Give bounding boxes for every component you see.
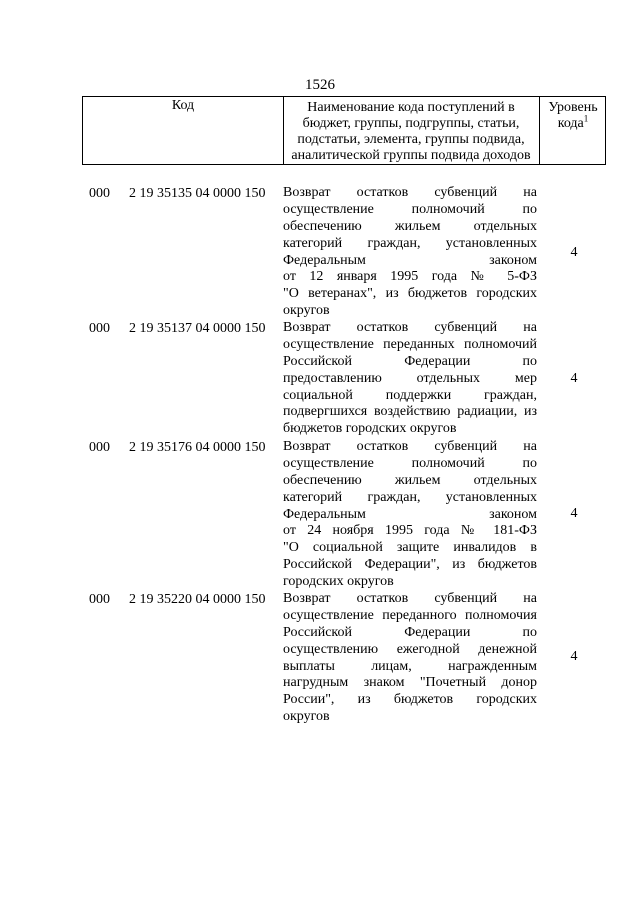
header-name-line: аналитической группы подвида доходов — [291, 148, 531, 163]
description-line: округов — [283, 303, 330, 319]
description-line: нагрудным знаком "Почетный донор — [283, 675, 537, 691]
description-line: обеспечению жильем отдельных — [283, 472, 537, 488]
row-code: 2 19 35176 04 0000 150 — [129, 440, 266, 455]
description-line: социальной поддержки граждан, — [283, 387, 537, 403]
description-line: осуществлению ежегодной денежной — [283, 641, 537, 657]
description-line: бюджетов городских округов — [283, 421, 457, 437]
row-code: 2 19 35137 04 0000 150 — [129, 321, 266, 336]
description-line: осуществление переданных полномочий — [283, 336, 537, 352]
description-line: обеспечению жильем отдельных — [283, 218, 537, 234]
description-line: категорий граждан, установленных — [283, 489, 537, 505]
row-number: 000 — [89, 440, 110, 455]
description-line: от 24 ноября 1995 года № 181-ФЗ — [283, 523, 537, 539]
table-header — [82, 96, 606, 165]
description-line: "О ветеранах", из бюджетов городских — [283, 286, 537, 302]
row-number: 000 — [89, 592, 110, 607]
description-line: Федеральным законом — [283, 506, 537, 522]
row-description — [283, 439, 537, 591]
description-line: подвергшихся воздействию радиации, из — [283, 404, 537, 420]
page-number: 1526 — [305, 77, 335, 93]
description-line: от 12 января 1995 года № 5-ФЗ — [283, 269, 537, 285]
header-level — [539, 100, 607, 132]
description-line: округов — [283, 709, 330, 725]
header-level-word: кода — [557, 116, 584, 131]
description-line: предоставлению отдельных мер — [283, 370, 537, 386]
header-code: Код — [171, 98, 195, 113]
row-level: 4 — [570, 649, 578, 664]
description-line: Федеральным законом — [283, 252, 537, 268]
header-name-line: бюджет, группы, подгруппы, статьи, — [302, 116, 520, 131]
header-name-line: подстатьи, элемента, группы подвида, — [297, 132, 525, 147]
description-line: выплаты лицам, награжденным — [283, 658, 537, 674]
row-description — [283, 185, 537, 320]
header-level-line — [539, 113, 607, 132]
row-level: 4 — [570, 506, 578, 521]
description-line: Российской Федерации по — [283, 353, 537, 369]
header-level-line: Уровень — [548, 100, 598, 115]
description-line: Возврат остатков субвенций на — [283, 591, 537, 606]
row-description — [283, 320, 537, 438]
description-line: осуществление полномочий по — [283, 201, 537, 217]
description-line: Российской Федерации по — [283, 624, 537, 640]
description-line: осуществление переданного полномочия — [283, 607, 537, 623]
description-line: Российской Федерации", из бюджетов — [283, 557, 537, 573]
row-number: 000 — [89, 321, 110, 336]
row-level: 4 — [570, 371, 578, 386]
description-line: категорий граждан, установленных — [283, 235, 537, 251]
description-line: городских округов — [283, 574, 394, 590]
footnote-marker: 1 — [583, 113, 589, 124]
row-number: 000 — [89, 186, 110, 201]
description-line: России", из бюджетов городских — [283, 692, 537, 708]
description-line: Возврат остатков субвенций на — [283, 320, 537, 335]
header-name-line: Наименование кода поступлений в — [307, 100, 515, 115]
row-code: 2 19 35135 04 0000 150 — [129, 186, 266, 201]
header-name — [283, 100, 539, 164]
description-line: Возврат остатков субвенций на — [283, 185, 537, 200]
description-line: "О социальной защите инвалидов в — [283, 540, 537, 556]
description-line: осуществление полномочий по — [283, 455, 537, 471]
description-line: Возврат остатков субвенций на — [283, 439, 537, 454]
row-level: 4 — [570, 245, 578, 260]
row-code: 2 19 35220 04 0000 150 — [129, 592, 266, 607]
row-description — [283, 591, 537, 726]
